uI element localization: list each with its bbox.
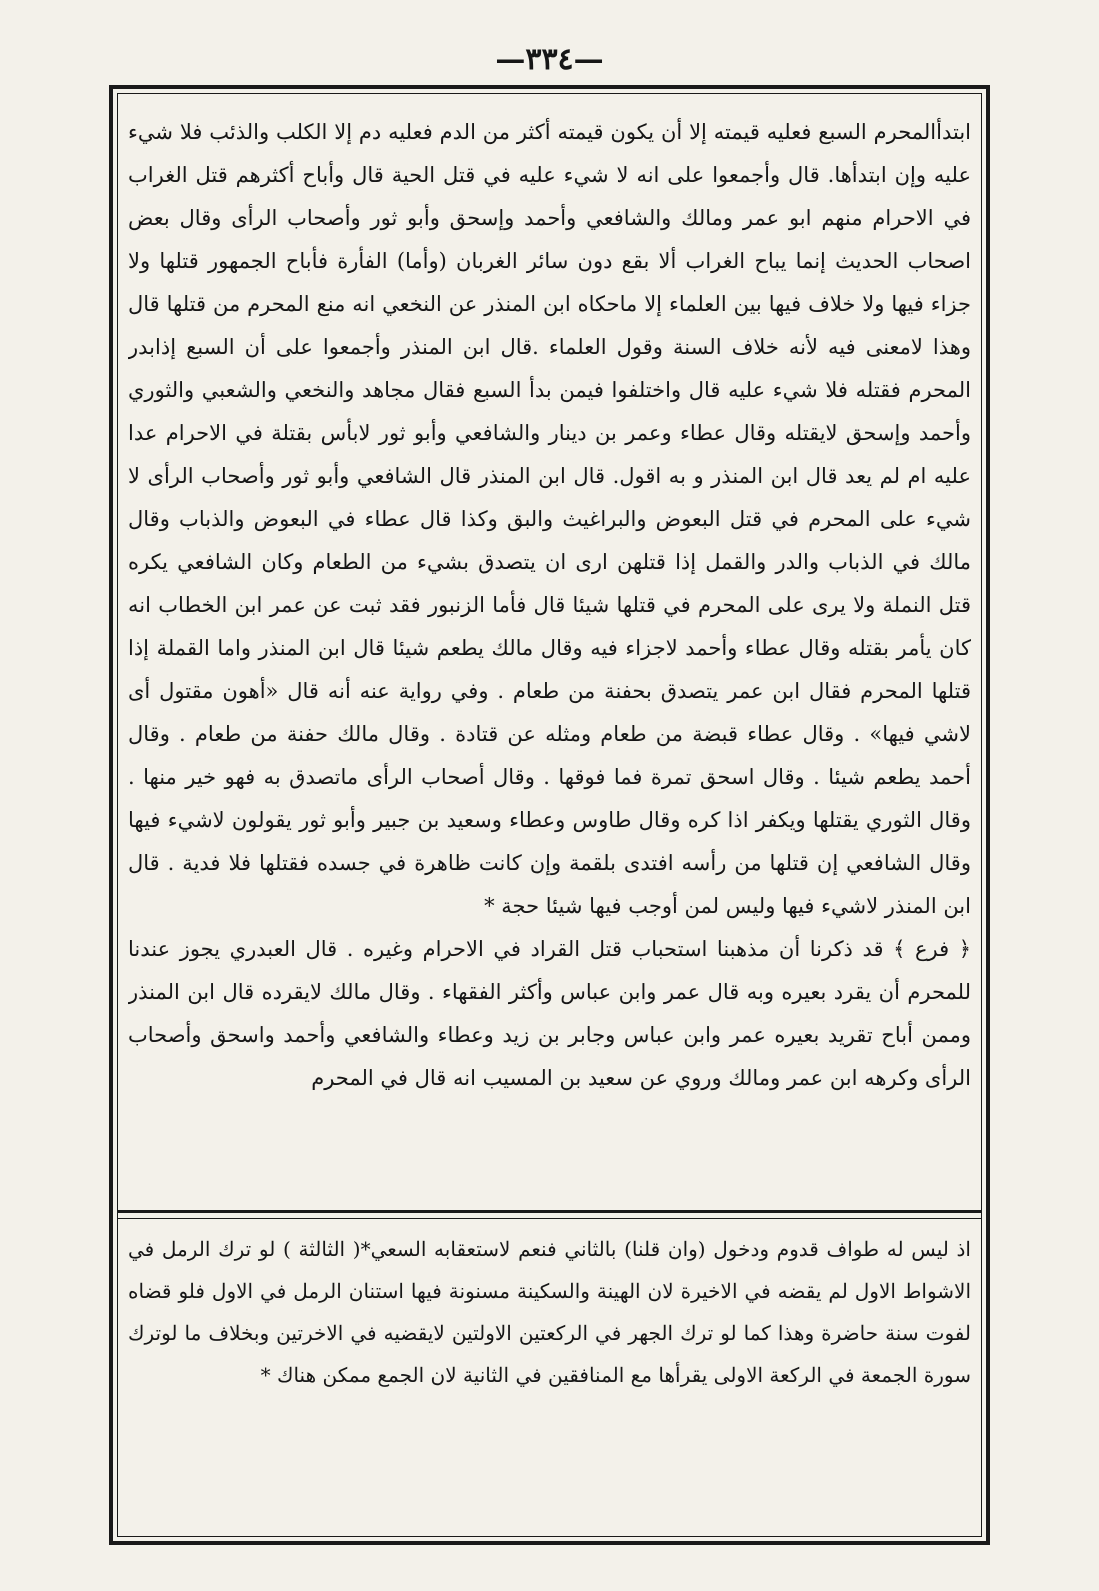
footnote-separator-thin [117,1218,982,1219]
footnote-block [128,1228,971,1528]
main-paragraph-far: ﴿ فرع ﴾ قد ذكرنا أن مذهبنا استحباب قتل القراد في الاحرام وغيره . قال العبدري يجوز عندنا للمحرم أن يقرد بعيره وبه قال عمر وابن عباس وأكثر الفقهاء . وقال مالك لايقرده قال ابن المنذر وممن أباح تقريد بعيره عمر وابن عباس وجابر بن زيد وعطاء والشافعي وأحمد واسحق وأصحاب الرأى وكرهه ابن عمر ومالك وروي عن سعيد بن المسيب انه قال في المحرم [128,937,971,1090]
page-number: —٣٣٤— [495,42,604,77]
footnote-separator-thick [117,1210,982,1213]
footnote-paragraph: اذ ليس له طواف قدوم ودخول (وان قلنا) بالثاني فنعم لاستعقابه السعي*( الثالثة ) لو ترك الرمل في الاشواط الاول لم يقضه في الاخيرة لان الهينة والسكينة مسنونة فيها استنان الرمل في الاول فلو قضاه لفوت سنة حاضرة وهذا كما لو ترك الجهر في الركعتين الاولتين لايقضيه في الاخرتين وبخلاف ما لوترك سورة الجمعة في الركعة الاولى يقرأها مع المنافقين في الثانية لان الجمع ممكن هناك * [128,1237,971,1387]
main-paragraph: ابتدأالمحرم السبع فعليه قيمته إلا أن يكون قيمته أكثر من الدم فعليه دم إلا الكلب والذئب فلا شيء عليه وإن ابتدأها. قال وأجمعوا على انه لا شيء عليه في قتل الحية قال وأباح أكثرهم قتل الغراب في الاحرام منهم ابو عمر ومالك والشافعي وأحمد وإسحق وأبو ثور وأصحاب الرأى وقال بعض اصحاب الحديث إنما يباح الغراب ألا بقع دون سائر الغربان (وأما) الفأرة فأباح الجمهور قتلها ولا جزاء فيها ولا خلاف فيها بين العلماء إلا ماحكاه ابن المنذر عن النخعي انه منع المحرم من قتلها قال وهذا لامعنى فيه لأنه خلاف السنة وقول العلماء .قال ابن المنذر وأجمعوا على أن السبع إذابدر المحرم فقتله فلا شيء عليه قال واختلفوا فيمن بدأ السبع فقال مجاهد والنخعي والشعبي والثوري وأحمد وإسحق لايقتله وقال عطاء وعمر بن دينار والشافعي وأبو ثور لابأس بقتلة في الاحرام عدا عليه ام لم يعد قال ابن المنذر و به اقول. قال ابن المنذر قال الشافعي وأبو ثور وأصحاب الرأى لا شيء على المحرم في قتل البعوض والبراغيث والبق وكذا قال عطاء في البعوض والذباب وقال مالك في الذباب والدر والقمل إذا قتلهن ارى ان يتصدق بشيء من الطعام وكان الشافعي يكره قتل النملة ولا يرى على المحرم في قتلها شيئا قال فأما الزنبور فقد ثبت عن عمر ابن الخطاب انه كان يأمر بقتله وقال عطاء وأحمد لاجزاء فيه وقال مالك يطعم شيئا قال ابن المنذر واما القملة إذا قتلها المحرم فقال ابن عمر يتصدق بحفنة من طعام . وفي رواية عنه أنه قال «أهون مقتول أى لاشي فيها» . وقال عطاء قبضة من طعام ومثله عن قتادة . وقال مالك حفنة من طعام . وقال أحمد يطعم شيئا . وقال اسحق تمرة فما فوقها . وقال أصحاب الرأى ماتصدق به فهو خير منها . وقال الثوري يقتلها ويكفر اذا كره وقال طاوس وعطاء وسعيد بن جبير وأبو ثور يقولون لاشيء فيها وقال الشافعي إن قتلها من رأسه افتدى بلقمة وإن كانت ظاهرة في جسده فقتلها فلا فدية . قال ابن المنذر لاشيء فيها وليس لمن أوجب فيها شيئا حجة * [128,120,971,918]
main-text-block [128,111,971,1201]
